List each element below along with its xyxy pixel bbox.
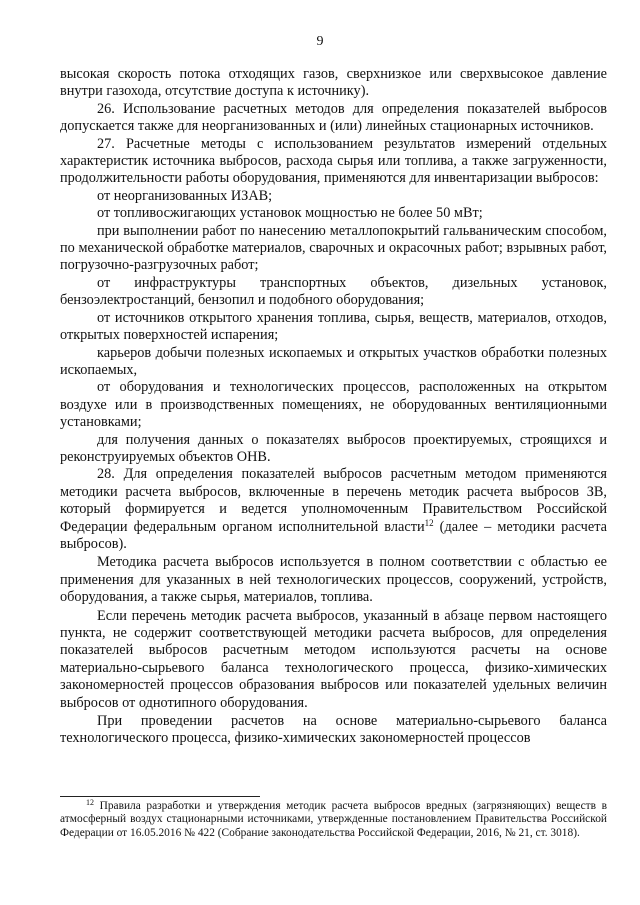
- paragraph-28: [60, 466, 607, 553]
- list-item-open-storage: от источников открытого хранения топлива, сырья, веществ, материалов, отходов, открытых поверхностей испарения;: [60, 309, 607, 344]
- body-text: [60, 66, 607, 748]
- list-item-transport-infrastructure: от инфраструктуры транспортных объектов, дизельных установок, бензоэлектростанций, бензопил и подобного оборудования;: [60, 274, 607, 309]
- paragraph-balance-calculations: При проведении расчетов на основе материально-сырьевого баланса технологического процесса, физико-химических закономерностей процессов: [60, 713, 607, 747]
- paragraph-missing-methodology: Если перечень методик расчета выбросов, указанный в абзаце первом настоящего пункта, не содержит соответствующей методики расчета выбросов, для определения показателей выбросов расчетным методом используются расчеты на основе материально-сырьевого баланса технологического процесса, физико-химических закономерностей процессов образования выбросов или показателей удельных величин выбросов от однотипного оборудования.: [60, 607, 607, 711]
- list-item-unorganized-sources: от неорганизованных ИЗАВ;: [97, 187, 273, 204]
- footnote-text: Правила разработки и утверждения методик расчета выбросов вредных (загрязняющих) веществ в атмосферный воздух стационарными источниками, утвержденные постановлением Правительства Российской Федерации от 16.05.2016 № 422 (Собрание законодательства Российской Федерации, 2016, № 21, ст. 3018).: [60, 800, 607, 839]
- list-item-projected-objects: для получения данных о показателях выбросов проектируемых, строящихся и реконструируемых объектов ОНВ.: [60, 431, 607, 465]
- page-number: 9: [316, 34, 324, 49]
- paragraph-continuation: высокая скорость потока отходящих газов, сверхнизкое или сверхвысокое давление внутри газохода, отсутствие доступа к источнику).: [60, 66, 607, 100]
- list-item-quarries: карьеров добычи полезных ископаемых и открытых участков обработки полезных ископаемых,: [60, 344, 607, 378]
- list-item-open-air-equipment: от оборудования и технологических процессов, расположенных на открытом воздухе или в производственных помещениях, не оборудованных вентиляционными установками;: [60, 379, 607, 431]
- paragraph-26: 26. Использование расчетных методов для определения показателей выбросов допускается также для неорганизованных и (или) линейных стационарных источников.: [60, 100, 607, 135]
- footnote-12: [60, 800, 607, 840]
- paragraph-28-tail: (далее – методики расчета выбросов).: [60, 518, 607, 552]
- list-item-fuel-burning-units: от топливосжигающих установок мощностью не более 50 мВт;: [97, 205, 483, 222]
- paragraph-methodology-scope: Методика расчета выбросов используется в полном соответствии с областью ее применения для указанных в ней технологических процессов, сооружений, устройств, оборудования, а также сырья, материалов, топлива.: [60, 554, 607, 606]
- paragraph-28-text: 28. Для определения показателей выбросов расчетным методом применяются методики расчета выбросов, включенные в перечень методик расчета выбросов ЗВ, который формируется и ведется уполномоченным Правительством Российской Федерации федеральным органом исполнительной власти: [60, 466, 607, 535]
- paragraph-27: 27. Расчетные методы с использованием результатов измерений отдельных характеристик источника выбросов, расхода сырья или топлива, а также загруженности, продолжительности работы оборудования, применяются для инвентаризации выбросов:: [60, 135, 607, 187]
- footnote-marker: 12: [86, 798, 94, 807]
- footnote-divider: [60, 796, 260, 797]
- footnote: [60, 800, 607, 840]
- footnote-reference: 12: [424, 517, 434, 528]
- list-item-metal-coating-works: при выполнении работ по нанесению металлопокрытий гальваническим способом, по механической обработке материалов, сварочных и окрасочных работ; взрывных работ, погрузочно-разгрузочных работ;: [60, 222, 607, 274]
